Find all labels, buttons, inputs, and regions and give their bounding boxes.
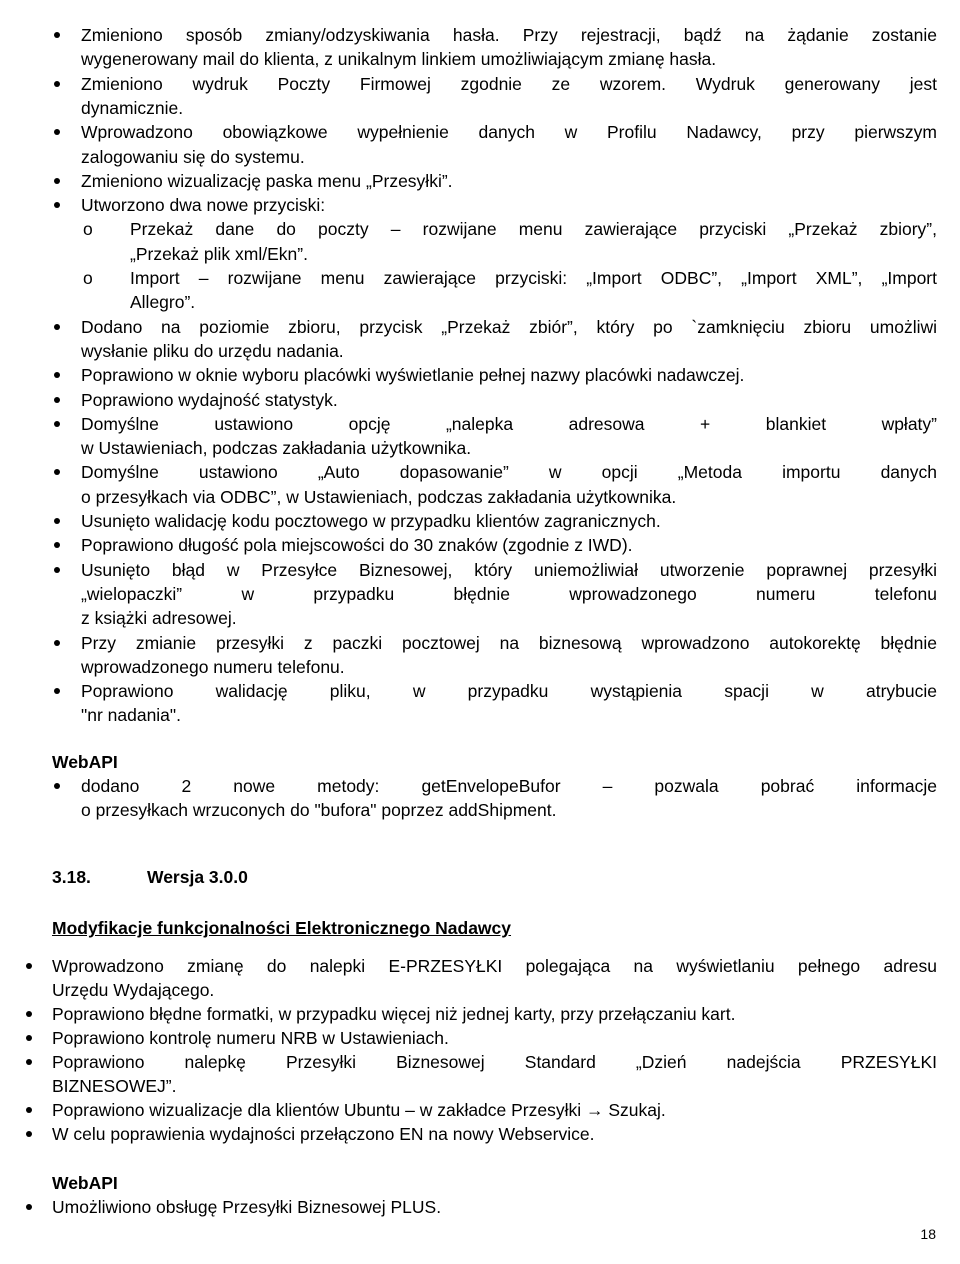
bullet-icon (54, 129, 60, 135)
list-item-line: BIZNESOWEJ”. (52, 1076, 177, 1096)
list-item-line: Przekaż dane do poczty – rozwijane menu zawierające przyciski „Przekaż zbiory”, (130, 219, 937, 240)
list-item-line: Poprawiono błędne formatki, w przypadku więcej niż jednej karty, przy przełączaniu kart. (52, 1004, 736, 1024)
list-item-line: Poprawiono walidację pliku, w przypadku wystąpienia spacji w atrybucie (81, 681, 937, 702)
list-item-line: Domyślne ustawiono „Auto dopasowanie” w opcji „Metoda importu danych (81, 462, 937, 483)
webapi-heading-2: WebAPI (52, 1173, 118, 1193)
bullet-icon (54, 81, 60, 87)
bullet-icon (54, 421, 60, 427)
bullet-icon (54, 397, 60, 403)
bullet-icon (26, 1131, 32, 1137)
bullet-icon (26, 963, 32, 969)
list-item-line: dynamicznie. (81, 97, 184, 118)
list-item-line: Umożliwiono obsługę Przesyłki Biznesowej PLUS. (52, 1197, 442, 1217)
version-number: 3.18. (52, 867, 91, 887)
bullet-icon (54, 542, 60, 548)
list-item-line: Zmieniono wizualizację paska menu „Przesyłki”. (81, 170, 453, 191)
list-item-line: Usunięto błąd w Przesyłce Biznesowej, który uniemożliwiał utworzenie poprawnej przesyłki (81, 559, 937, 580)
bullet-icon (26, 1011, 32, 1017)
list-item-line: Wprowadzono zmianę do nalepki E-PRZESYŁKI polegająca na wyświetlaniu pełnego adresu (52, 956, 937, 976)
list-item-line: zalogowaniu się do systemu. (81, 146, 305, 167)
list-item-line: Poprawiono nalepkę Przesyłki Biznesowej Standard „Dzień nadejścia PRZESYŁKI (52, 1052, 937, 1072)
list-item-line: „Przekaż plik xml/Ekn”. (130, 243, 308, 264)
bullet-icon (54, 688, 60, 694)
list-item-line: z książki adresowej. (81, 608, 237, 629)
list-item-line: Urzędu Wydającego. (52, 980, 215, 1000)
bullet-icon (54, 783, 60, 789)
list-item-line: wysłanie pliku do urzędu nadania. (81, 340, 344, 361)
list-item-line: Zmieniono sposób zmiany/odzyskiwania hasła. Przy rejestracji, bądź na żądanie zostanie (81, 25, 937, 45)
list-item-line: "nr nadania". (81, 705, 181, 726)
list-item-line: Poprawiono wizualizacje dla klientów Ubuntu – w zakładce Przesyłki → Szukaj. (52, 1100, 666, 1120)
list-item-line: Zmieniono wydruk Poczty Firmowej zgodnie ze wzorem. Wydruk generowany jest (81, 73, 937, 94)
bullet-icon (26, 1035, 32, 1041)
list-item-line: Utworzono dwa nowe przyciski: (81, 195, 326, 216)
list-item-line: Allegro”. (130, 292, 196, 313)
list-item-line: W celu poprawienia wydajności przełączono EN na nowy Webservice. (52, 1124, 595, 1144)
list-item-line: Poprawiono kontrolę numeru NRB w Ustawieniach. (52, 1028, 449, 1048)
bullet-icon (54, 178, 60, 184)
page-number: 18 (920, 1226, 936, 1242)
list-item-line: Dodano na poziomie zbioru, przycisk „Przekaż zbiór”, który po `zamknięciu zbioru umożliwi (81, 316, 937, 337)
bullet-icon (26, 1204, 32, 1210)
bullet-icon (54, 469, 60, 475)
list-item-line: Import – rozwijane menu zawierające przyciski: „Import ODBC”, „Import XML”, „Import (130, 268, 937, 288)
bullet-icon (54, 372, 60, 378)
bullet-icon (26, 1107, 32, 1113)
bullet-icon (54, 567, 60, 573)
webapi-heading-1: WebAPI (52, 752, 118, 772)
bullet-icon (26, 1059, 32, 1065)
list-item-line: Domyślne ustawiono opcję „nalepka adresowa + blankiet wpłaty” (81, 413, 937, 434)
version-title: Wersja 3.0.0 (147, 867, 248, 887)
list-item-line: Wprowadzono obowiązkowe wypełnienie danych w Profilu Nadawcy, przy pierwszym (81, 122, 937, 143)
list-item-line: dodano 2 nowe metody: getEnvelopeBufor – pozwala pobrać informacje (81, 776, 937, 796)
list-item-line: o przesyłkach wrzuconych do "bufora" poprzez addShipment. (81, 800, 557, 820)
bullet-icon (54, 640, 60, 646)
list-item-line: w Ustawieniach, podczas zakładania użytkownika. (81, 438, 472, 459)
list-item-line: „wielopaczki” w przypadku błędnie wprowadzonego numeru telefonu (81, 583, 937, 604)
list-item-line: o przesyłkach via ODBC”, w Ustawieniach, podczas zakładania użytkownika. (81, 486, 677, 507)
list-item-line: Usunięto walidację kodu pocztowego w przypadku klientów zagranicznych. (81, 511, 661, 531)
list-item-line: Poprawiono długość pola miejscowości do 30 znaków (zgodnie z IWD). (81, 535, 633, 556)
sub-bullet-marker: o (83, 219, 93, 240)
bullet-icon (54, 202, 60, 208)
list-item-line: Poprawiono wydajność statystyk. (81, 389, 338, 410)
list-item-line: wygenerowany mail do klienta, z unikalnym linkiem umożliwiającym zmianę hasła. (81, 49, 717, 70)
list-item-line: wprowadzonego numeru telefonu. (81, 656, 345, 677)
list-item-line: Przy zmianie przesyłki z paczki pocztowej na biznesową wprowadzono autokorektę błędnie (81, 632, 937, 653)
bullet-icon (54, 518, 60, 524)
bullet-icon (54, 32, 60, 38)
sub-bullet-marker: o (83, 268, 93, 288)
modifications-heading: Modyfikacje funkcjonalności Elektronicznego Nadawcy (52, 918, 512, 938)
bullet-icon (54, 324, 60, 330)
list-item-line: Poprawiono w oknie wyboru placówki wyświetlanie pełnej nazwy placówki nadawczej. (81, 365, 745, 386)
